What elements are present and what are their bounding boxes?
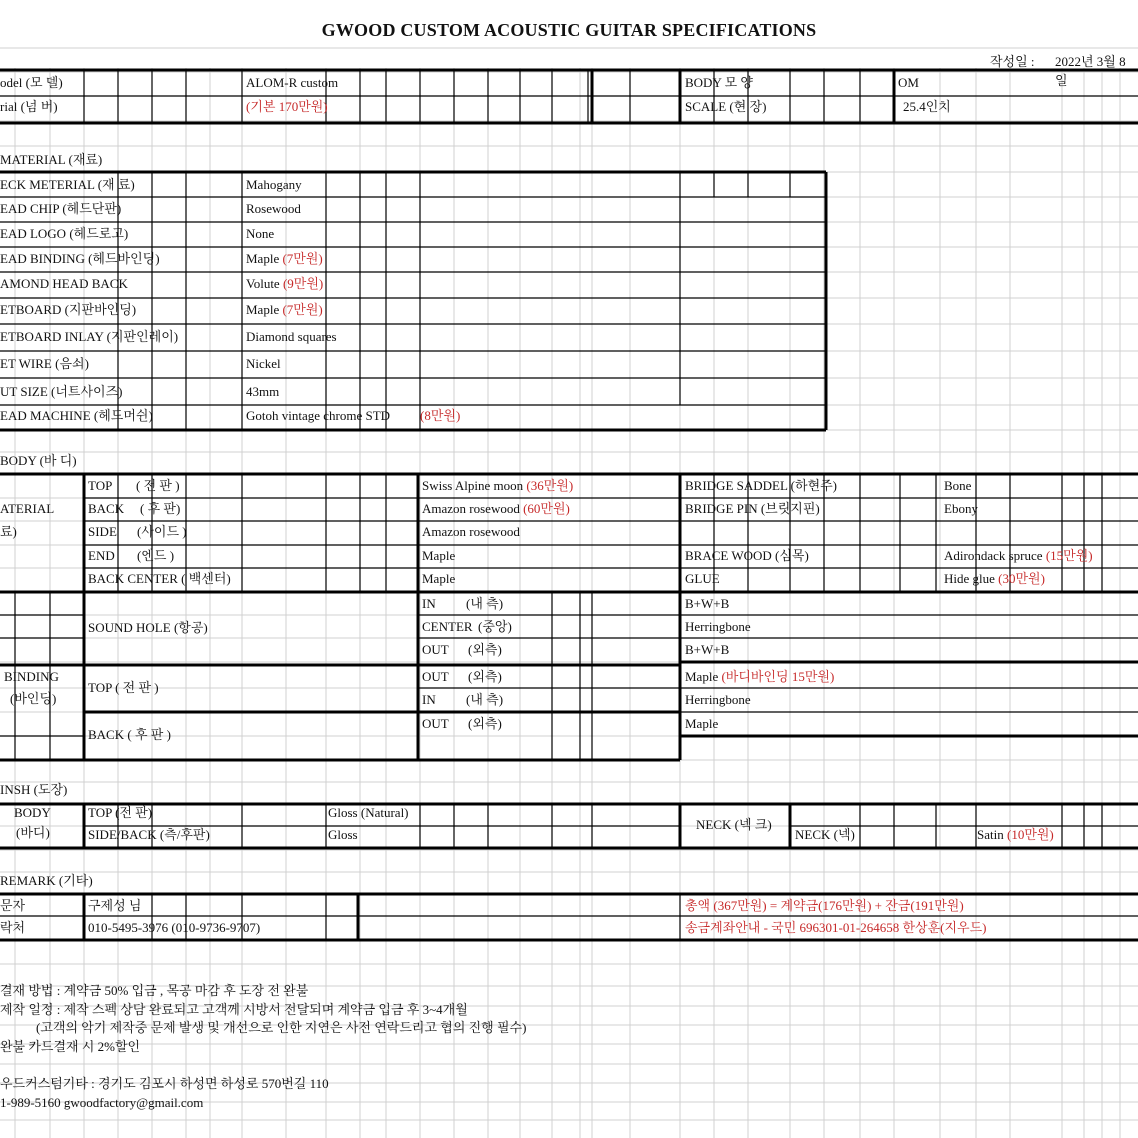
- account-info: 송금계좌안내 - 국민 696301-01-264658 한상훈(지우드): [685, 920, 987, 935]
- binding-pos: OUT: [422, 716, 449, 731]
- material-row-value: Volute (9만원): [246, 276, 324, 291]
- material-row-label: EAD MACHINE (헤드머쉰): [0, 408, 153, 423]
- body-part-value: Maple: [422, 548, 456, 563]
- material-row-label: ETBOARD INLAY (지판인레이): [0, 329, 179, 344]
- material-row-value: Maple (7만원): [246, 302, 323, 317]
- orderer-label: 문자: [0, 898, 26, 913]
- binding-kor: (외측): [468, 669, 502, 684]
- finish-side-back-label: SIDE/BACK (측/후판): [88, 827, 210, 842]
- finish-body-label: BODY: [14, 805, 51, 820]
- body-part-kor: ( 전 판 ): [136, 478, 180, 493]
- sound-hole-pos: CENTER: [422, 619, 473, 634]
- finish-body-label-kor: (바디): [16, 825, 50, 840]
- body-part-label: END: [88, 548, 115, 563]
- material-row-label: EAD LOGO (헤드로고): [0, 226, 129, 241]
- material-row-value: Diamond squares: [246, 329, 337, 344]
- sound-hole-value: B+W+B: [685, 596, 730, 611]
- sound-hole-value: B+W+B: [685, 642, 730, 657]
- note-delay: (고객의 악기 제작중 문제 발생 및 개선으로 인한 지연은 사전 연락드리고 협의 진행 필수): [36, 1020, 527, 1035]
- body-part-kor: (엔드 ): [137, 548, 175, 563]
- binding-label: BINDING: [4, 669, 59, 684]
- scale-value: 25.4인치: [903, 99, 951, 114]
- finish-heading: INSH (도장): [0, 782, 68, 797]
- hardware-value: Hide glue (30만원): [944, 571, 1045, 586]
- material-row-label: EAD CHIP (헤드단판): [0, 201, 122, 216]
- binding-value: Maple: [685, 716, 719, 731]
- material-heading: MATERIAL (재료): [0, 152, 103, 167]
- binding-value: Maple (바디바인딩 15만원): [685, 669, 835, 684]
- hardware-value: Bone: [944, 478, 972, 493]
- body-part-value: Maple: [422, 571, 456, 586]
- hardware-label: GLUE: [685, 571, 720, 586]
- document-title: GWOOD CUSTOM ACOUSTIC GUITAR SPECIFICATIONS: [321, 20, 817, 40]
- date-label: 작성일 :: [990, 54, 1035, 69]
- binding-kor: (외측): [468, 716, 502, 731]
- body-material-label-kor: 료): [0, 524, 17, 539]
- body-shape-label: BODY 모 양: [685, 75, 753, 90]
- model-label: odel (모 델): [0, 75, 63, 90]
- body-part-label: BACK CENTER ( 백센터): [88, 571, 231, 586]
- body-part-value: Amazon rosewood (60만원): [422, 501, 570, 516]
- contact-value: 010-5495-3976 (010-9736-9707): [88, 920, 261, 935]
- company-contact: 1-989-5160 gwoodfactory@gmail.com: [0, 1095, 204, 1110]
- sound-hole-value: Herringbone: [685, 619, 751, 634]
- body-material-label: ATERIAL: [0, 501, 55, 516]
- material-row-value: Maple (7만원): [246, 251, 323, 266]
- material-row-label: AMOND HEAD BACK: [0, 276, 128, 291]
- binding-kor: (내 측): [466, 692, 504, 707]
- sound-hole-label: SOUND HOLE (항공): [88, 620, 208, 635]
- orderer-value: 구제성 님: [88, 898, 142, 913]
- body-part-label: TOP: [88, 478, 113, 493]
- note-schedule: 제작 일정 : 제작 스펙 상담 완료되고 고객께 시방서 전달되며 계약금 입금 후 3~4개월: [0, 1002, 468, 1017]
- body-part-label: BACK: [88, 501, 125, 516]
- hardware-value: Ebony: [944, 501, 978, 516]
- body-part-label: SIDE: [88, 524, 117, 539]
- body-part-value: Amazon rosewood: [422, 524, 520, 539]
- material-row-value: 43mm: [246, 384, 280, 399]
- sound-hole-kor: (내 측): [466, 596, 504, 611]
- material-row-label: ETBOARD (지판바인딩): [0, 302, 137, 317]
- hardware-label: BRIDGE PIN (브릿지핀): [685, 501, 820, 516]
- sound-hole-kor: (외측): [468, 642, 502, 657]
- scale-label: SCALE (현 장): [685, 99, 767, 114]
- binding-back-label: BACK ( 후 판 ): [88, 727, 171, 742]
- sound-hole-pos: OUT: [422, 642, 449, 657]
- finish-top-value: Gloss (Natural): [328, 805, 409, 820]
- finish-side-back-value: Gloss: [328, 827, 358, 842]
- body-part-kor: ( 후 판): [140, 501, 181, 516]
- binding-top-label: TOP ( 전 판 ): [88, 680, 159, 695]
- material-row-price: (8만원): [420, 408, 461, 423]
- finish-top-label: TOP (전 판): [88, 805, 153, 820]
- material-row-value: None: [246, 226, 275, 241]
- hardware-label: BRIDGE SADDEL (하현주): [685, 478, 838, 493]
- note-payment: 결재 방법 : 계약금 50% 입금 , 목공 마감 후 도장 전 완불: [0, 983, 309, 998]
- hardware-label: BRACE WOOD (심목): [685, 548, 809, 563]
- material-row-value: Mahogany: [246, 177, 302, 192]
- model-value: ALOM-R custom: [246, 75, 339, 90]
- company-address: 우드커스텀기타 : 경기도 김포시 하성면 하성로 570번길 110: [0, 1076, 329, 1091]
- binding-pos: OUT: [422, 669, 449, 684]
- note-discount: 완불 카드결재 시 2%할인: [0, 1039, 141, 1054]
- binding-pos: IN: [422, 692, 436, 707]
- finish-neck-value: Satin (10만원): [977, 827, 1054, 842]
- base-price: (기본 170만원): [246, 99, 328, 114]
- sound-hole-kor: (중앙): [478, 619, 512, 634]
- date-value: 2022년 3월 8일: [1055, 54, 1126, 88]
- remark-heading: REMARK (기타): [0, 873, 93, 888]
- sound-hole-pos: IN: [422, 596, 436, 611]
- binding-label-kor: (바인딩): [10, 691, 57, 706]
- body-shape-value: OM: [898, 75, 919, 90]
- contact-label: 락처: [0, 920, 26, 935]
- material-row-label: EAD BINDING (헤드바인딩): [0, 251, 160, 266]
- serial-label: rial (넘 버): [0, 99, 58, 114]
- body-heading: BODY (바 디): [0, 453, 77, 468]
- body-part-kor: (사이드 ): [137, 524, 187, 539]
- material-row-label: ECK METERIAL (재 료): [0, 177, 135, 192]
- body-part-value: Swiss Alpine moon (36만원): [422, 478, 574, 493]
- material-row-value: Nickel: [246, 356, 281, 371]
- binding-value: Herringbone: [685, 692, 751, 707]
- finish-neck-label: NECK (넥): [795, 827, 855, 842]
- material-row-label: ET WIRE (음쇠): [0, 356, 89, 371]
- hardware-value: Adirondack spruce (15만원): [944, 548, 1093, 563]
- material-row-label: UT SIZE (너트사이즈): [0, 384, 123, 399]
- material-row-value: Gotoh vintage chrome STD: [246, 408, 391, 423]
- finish-neck-group-label: NECK (넥 크): [696, 817, 772, 832]
- total-price: 총액 (367만원) = 계약금(176만원) + 잔금(191만원): [685, 898, 964, 913]
- material-row-value: Rosewood: [246, 201, 301, 216]
